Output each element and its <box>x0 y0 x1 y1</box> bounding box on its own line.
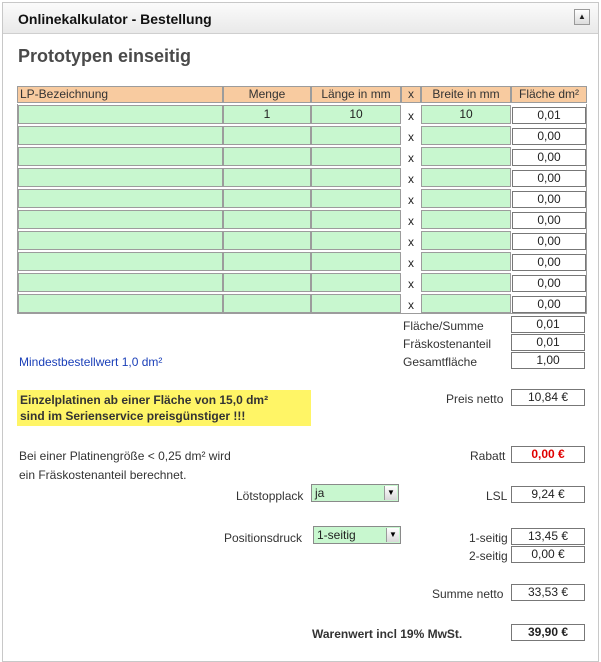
width-input[interactable]: 10 <box>421 105 511 124</box>
area-value: 0,00 <box>512 275 586 292</box>
area-sum-value: 0,01 <box>511 316 585 333</box>
header-quantity: Menge <box>223 86 311 103</box>
area-value: 0,00 <box>512 149 586 166</box>
quantity-input[interactable]: 1 <box>223 105 311 124</box>
length-input[interactable]: 10 <box>311 105 401 124</box>
lsl-value: 9,24 € <box>511 486 585 503</box>
lp-name-input[interactable] <box>18 105 223 124</box>
total-area-label: Gesamtfläche <box>403 355 478 369</box>
header-width: Breite in mm <box>421 86 511 103</box>
position-print-selected: 1-seitig <box>317 528 356 542</box>
net-price-label: Preis netto <box>446 392 504 406</box>
lp-name-input[interactable] <box>18 168 223 187</box>
multiply-sign: x <box>401 252 421 271</box>
window-titlebar <box>3 3 598 34</box>
discount-value: 0,00 € <box>511 446 585 463</box>
width-input[interactable] <box>421 294 511 313</box>
discount-label: Rabatt <box>470 449 506 463</box>
lp-name-input[interactable] <box>18 210 223 229</box>
area-value: 0,00 <box>512 212 586 229</box>
quantity-input[interactable] <box>223 126 311 145</box>
series-service-notice <box>17 390 311 426</box>
chevron-down-icon: ▼ <box>384 486 397 500</box>
width-input[interactable] <box>421 147 511 166</box>
two-side-label: 2-seitig <box>469 549 508 563</box>
header-length: Länge in mm <box>311 86 401 103</box>
multiply-sign: x <box>401 147 421 166</box>
solder-mask-selected: ja <box>315 486 325 500</box>
area-value: 0,00 <box>512 254 586 271</box>
multiply-sign: x <box>401 210 421 229</box>
header-lp-name: LP-Bezeichnung <box>17 86 223 103</box>
quantity-input[interactable] <box>223 147 311 166</box>
total-area-value: 1,00 <box>511 352 585 369</box>
multiply-sign: x <box>401 231 421 250</box>
one-side-label: 1-seitig <box>469 531 508 545</box>
total-value: 39,90 € <box>511 624 585 641</box>
triangle-up-icon: ▲ <box>578 12 586 21</box>
area-value: 0,00 <box>512 191 586 208</box>
length-input[interactable] <box>311 210 401 229</box>
width-input[interactable] <box>421 210 511 229</box>
width-input[interactable] <box>421 168 511 187</box>
quantity-input[interactable] <box>223 210 311 229</box>
length-input[interactable] <box>311 147 401 166</box>
length-input[interactable] <box>311 168 401 187</box>
header-x: x <box>401 86 421 103</box>
multiply-sign: x <box>401 168 421 187</box>
width-input[interactable] <box>421 252 511 271</box>
one-side-value: 13,45 € <box>511 528 585 545</box>
total-label: Warenwert incl 19% MwSt. <box>312 627 463 641</box>
length-input[interactable] <box>311 294 401 313</box>
lp-name-input[interactable] <box>18 231 223 250</box>
area-value: 0,00 <box>512 170 586 187</box>
notice-line-1: Einzelplatinen ab einer Fläche von 15,0 dm² <box>20 393 269 407</box>
quantity-input[interactable] <box>223 168 311 187</box>
lp-name-input[interactable] <box>18 273 223 292</box>
info-line-2: ein Fräskostenanteil berechnet. <box>19 468 187 482</box>
lp-name-input[interactable] <box>18 294 223 313</box>
area-value: 0,00 <box>512 233 586 250</box>
position-print-select[interactable] <box>313 526 401 544</box>
solder-mask-label: Lötstopplack <box>236 489 304 503</box>
sum-net-label: Summe netto <box>432 587 504 601</box>
area-value: 0,00 <box>512 296 586 313</box>
milling-cost-label: Fräskostenanteil <box>403 337 492 351</box>
two-side-value: 0,00 € <box>511 546 585 563</box>
min-order-text: Mindestbestellwert 1,0 dm² <box>19 355 163 369</box>
width-input[interactable] <box>421 231 511 250</box>
quantity-input[interactable] <box>223 273 311 292</box>
area-value: 0,00 <box>512 128 586 145</box>
width-input[interactable] <box>421 126 511 145</box>
length-input[interactable] <box>311 189 401 208</box>
multiply-sign: x <box>401 273 421 292</box>
width-input[interactable] <box>421 189 511 208</box>
notice-line-2: sind im Serienservice preisgünstiger !!! <box>20 409 246 423</box>
net-price-value: 10,84 € <box>511 389 585 406</box>
length-input[interactable] <box>311 126 401 145</box>
length-input[interactable] <box>311 231 401 250</box>
multiply-sign: x <box>401 294 421 313</box>
lp-name-input[interactable] <box>18 189 223 208</box>
lp-name-input[interactable] <box>18 252 223 271</box>
header-area: Fläche dm² <box>511 86 587 103</box>
quantity-input[interactable] <box>223 252 311 271</box>
section-title: Prototypen einseitig <box>18 46 192 66</box>
quantity-input[interactable] <box>223 294 311 313</box>
position-print-label: Positionsdruck <box>224 531 303 545</box>
quantity-input[interactable] <box>223 231 311 250</box>
multiply-sign: x <box>401 189 421 208</box>
solder-mask-select[interactable] <box>311 484 399 502</box>
quantity-input[interactable] <box>223 189 311 208</box>
length-input[interactable] <box>311 252 401 271</box>
lsl-label: LSL <box>486 489 508 503</box>
lp-name-input[interactable] <box>18 147 223 166</box>
length-input[interactable] <box>311 273 401 292</box>
info-line-1: Bei einer Platinengröße < 0,25 dm² wird <box>19 449 231 463</box>
sum-net-value: 33,53 € <box>511 584 585 601</box>
window-title: Onlinekalkulator - Bestellung <box>18 11 212 27</box>
collapse-button[interactable] <box>574 9 590 25</box>
area-value: 0,01 <box>512 107 586 124</box>
lp-name-input[interactable] <box>18 126 223 145</box>
multiply-sign: x <box>401 105 421 124</box>
width-input[interactable] <box>421 273 511 292</box>
chevron-down-icon: ▼ <box>386 528 399 542</box>
area-sum-label: Fläche/Summe <box>403 319 484 333</box>
milling-cost-value: 0,01 <box>511 334 585 351</box>
multiply-sign: x <box>401 126 421 145</box>
